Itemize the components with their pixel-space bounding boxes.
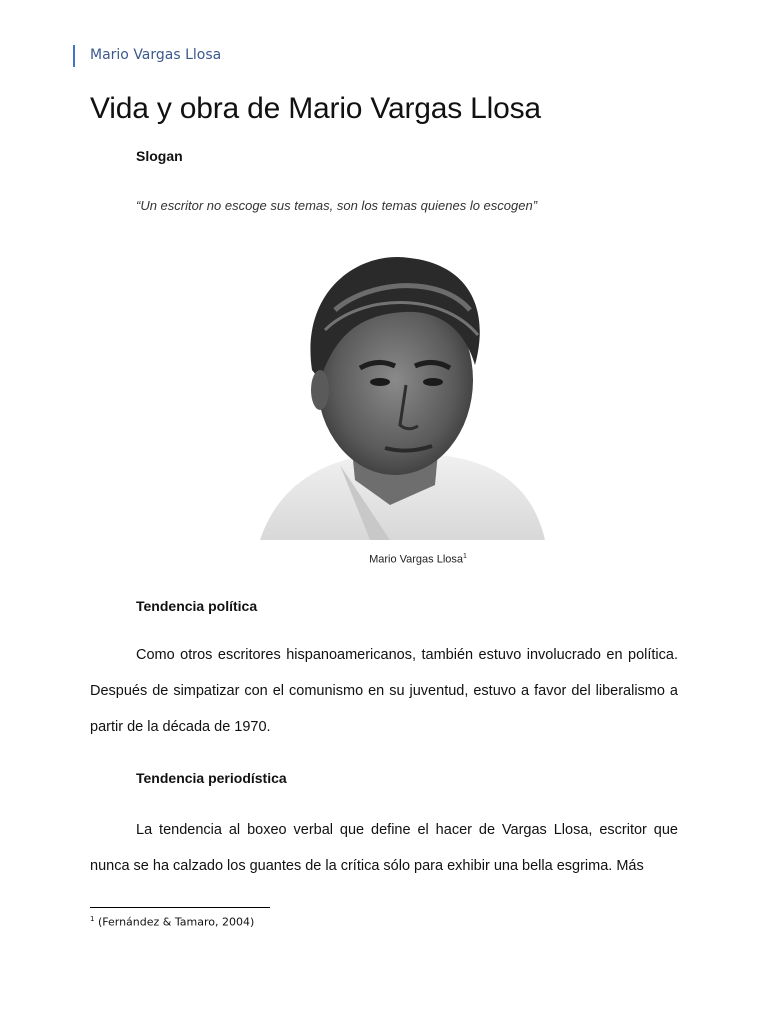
paragraph-periodistica: La tendencia al boxeo verbal que define el hacer de Vargas Llosa, escritor que nunca se ha calzado los guantes de la crítica sólo para exhibir una bella esgrima. Más [90,822,678,874]
footnote-number: 1 [90,915,95,923]
author-portrait [240,250,550,540]
section-heading-politica: Tendencia política [136,598,258,614]
page-header: Mario Vargas Llosa [90,47,222,63]
paragraph-politica: Como otros escritores hispanoamericanos, también estuvo involucrado en política. Después de simpatizar con el comunismo en su juventud, estuvo a favor del liberalismo a partir de la década de 1970. [90,647,678,735]
slogan-quote: “Un escritor no escoge sus temas, son los temas quienes lo escogen” [136,198,538,213]
footnote-separator [90,907,270,908]
footnote-text: (Fernández & Tamaro, 2004) [97,915,255,929]
slogan-heading: Slogan [136,148,183,164]
header-accent-bar [73,45,75,67]
footnote-reference[interactable]: 1 [463,553,467,560]
figure-caption: Mario Vargas Llosa$^1$ [369,553,467,566]
footnote [90,915,254,929]
document-title: Vida y obra de Mario Vargas Llosa [90,92,541,125]
section-heading-periodistica: Tendencia periodística [136,770,287,786]
